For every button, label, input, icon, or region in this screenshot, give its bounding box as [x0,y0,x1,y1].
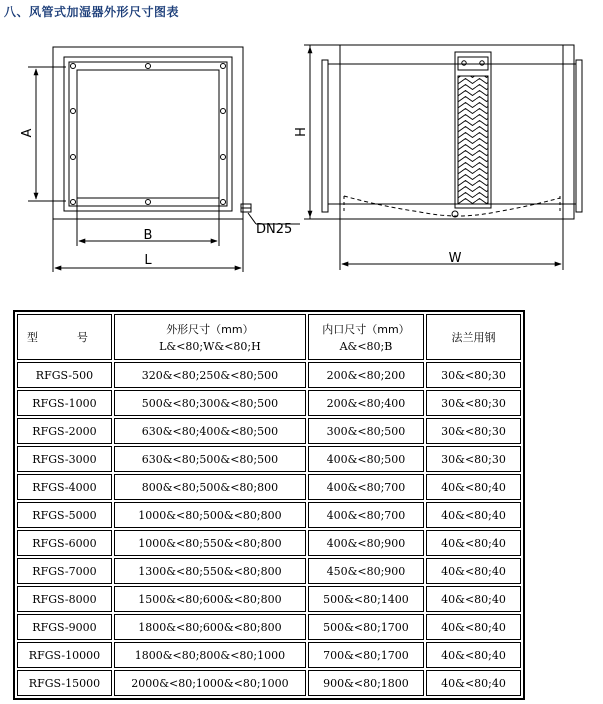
table-row [17,446,521,472]
cell-outer-size: 630&<80;400&<80;500 [114,418,306,444]
label-l: L [144,253,152,268]
cell-flange-steel: 40&<80;40 [426,530,521,556]
cell-inner-size: 500&<80;1400 [308,586,424,612]
header-model-label: 型 号 [26,331,102,344]
side-outer-frame [310,45,574,219]
cell-flange-steel: 40&<80;40 [426,586,521,612]
cell-outer-size: 630&<80;500&<80;500 [114,446,306,472]
flange-bolt-holes [71,64,226,205]
table-row [17,474,521,500]
humidifier-element [455,52,491,208]
header-outer-size [114,314,306,360]
table-header-row [17,314,521,360]
cell-flange-steel: 30&<80;30 [426,362,521,388]
cell-outer-size: 800&<80;500&<80;800 [114,474,306,500]
cell-model: RFGS-15000 [17,670,112,696]
spec-table [13,310,525,700]
cell-inner-size: 300&<80;500 [308,418,424,444]
label-h: H [294,127,309,137]
cell-flange-steel: 40&<80;40 [426,642,521,668]
page-title: 八、风管式加湿器外形尺寸图表 [4,5,180,19]
cell-model: RFGS-2000 [17,418,112,444]
table-row [17,642,521,668]
front-view [20,47,300,272]
cell-model: RFGS-7000 [17,558,112,584]
cell-inner-size: 450&<80;900 [308,558,424,584]
cell-inner-size: 700&<80;1700 [308,642,424,668]
dimension-drawing [0,0,603,280]
front-flange-inner [69,62,227,206]
table-row [17,586,521,612]
cell-model: RFGS-5000 [17,502,112,528]
cell-inner-size: 900&<80;1800 [308,670,424,696]
cell-inner-size: 200&<80;200 [308,362,424,388]
cell-model: RFGS-4000 [17,474,112,500]
cell-flange-steel: 30&<80;30 [426,446,521,472]
front-flange-outer [64,57,232,211]
cell-inner-size: 400&<80;700 [308,474,424,500]
cell-outer-size: 1500&<80;600&<80;800 [114,586,306,612]
cell-outer-size: 1800&<80;600&<80;800 [114,614,306,640]
table-row [17,530,521,556]
table-row [17,390,521,416]
label-b: B [143,228,153,243]
cell-flange-steel: 40&<80;40 [426,558,521,584]
cell-flange-steel: 30&<80;30 [426,418,521,444]
side-view [294,45,582,270]
cell-outer-size: 1800&<80;800&<80;1000 [114,642,306,668]
label-dn25: DN25 [256,222,293,237]
label-w: W [448,251,462,266]
cell-flange-steel: 40&<80;40 [426,614,521,640]
cell-model: RFGS-10000 [17,642,112,668]
table-row [17,670,521,696]
cell-model: RFGS-6000 [17,530,112,556]
cell-outer-size: 2000&<80;1000&<80;1000 [114,670,306,696]
cell-inner-size: 400&<80;900 [308,530,424,556]
cell-outer-size: 1000&<80;500&<80;800 [114,502,306,528]
cell-model: RFGS-500 [17,362,112,388]
cell-model: RFGS-9000 [17,614,112,640]
cell-outer-size: 500&<80;300&<80;500 [114,390,306,416]
cell-flange-steel: 30&<80;30 [426,390,521,416]
cell-model: RFGS-1000 [17,390,112,416]
header-outer-size-sub: L&<80;W&<80;H [159,340,261,353]
header-outer-size-label: 外形尺寸（mm） [166,323,254,336]
cell-inner-size: 200&<80;400 [308,390,424,416]
cell-outer-size: 320&<80;250&<80;500 [114,362,306,388]
table-row [17,362,521,388]
cell-flange-steel: 40&<80;40 [426,502,521,528]
table-row [17,558,521,584]
cell-model: RFGS-3000 [17,446,112,472]
cell-inner-size: 400&<80;700 [308,502,424,528]
table-row [17,614,521,640]
cell-inner-size: 500&<80;1700 [308,614,424,640]
header-inner-size [308,314,424,360]
header-inner-size-label: 内口尺寸（mm） [322,323,410,336]
cell-flange-steel: 40&<80;40 [426,474,521,500]
front-outer-frame [53,47,243,219]
cell-inner-size: 400&<80;500 [308,446,424,472]
table-row [17,418,521,444]
cell-flange-steel: 40&<80;40 [426,670,521,696]
table-row [17,502,521,528]
header-inner-size-sub: A&<80;B [339,340,393,353]
cell-model: RFGS-8000 [17,586,112,612]
cell-outer-size: 1000&<80;550&<80;800 [114,530,306,556]
front-inner-opening [77,70,219,198]
left-flange [322,60,328,212]
header-model [17,314,112,360]
drain-outlet [241,204,300,224]
header-flange-steel-label: 法兰用钢 [451,331,496,344]
cell-outer-size: 1300&<80;550&<80;800 [114,558,306,584]
right-flange [576,60,582,212]
header-flange-steel [426,314,521,360]
label-a: A [20,128,35,138]
